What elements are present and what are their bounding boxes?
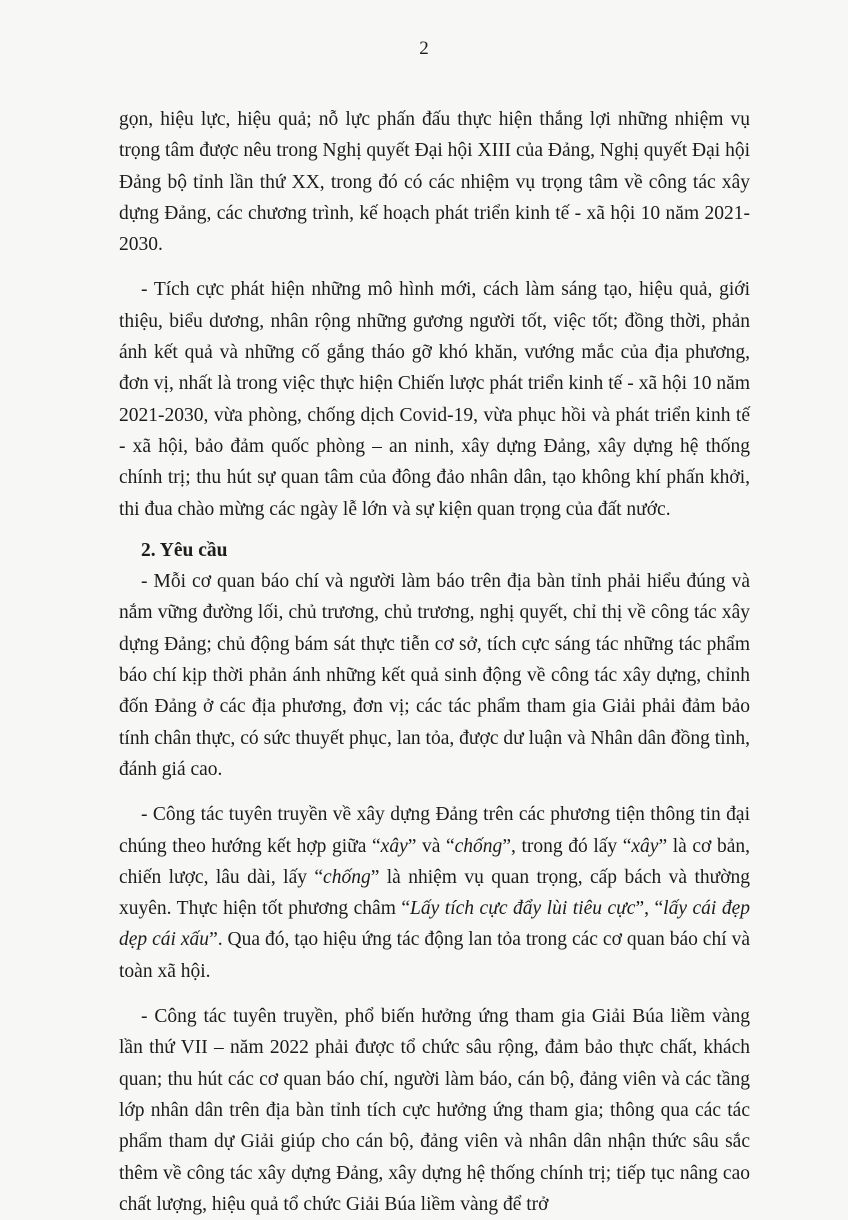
text-segment: ”. Qua đó, tạo hiệu ứng tác động lan tỏa trong các cơ quan báo chí và toàn xã hội.	[119, 929, 750, 982]
italic-term: chống	[454, 835, 503, 857]
italic-term: xây	[631, 835, 659, 857]
page-number: 2	[419, 38, 429, 59]
italic-term: xây	[380, 835, 408, 857]
italic-motto: Lấy tích cực đẩy lùi tiêu cực	[410, 898, 636, 920]
italic-term: chống	[323, 866, 371, 888]
paragraph-press-agencies: - Mỗi cơ quan báo chí và người làm báo trên địa bàn tỉnh phải hiểu đúng và nắm vững đường lối, chủ trương, chủ trương, nghị quyết, chỉ thị về công tác xây dựng Đảng; chủ động bám sát thực tiễn cơ sở, tích cực sáng tác những tác phẩm báo chí kịp thời phản ánh những kết quả sinh động về công tác xây dựng, chỉnh đốn Đảng ở các địa phương, đơn vị; các tác phẩm tham gia Giải phải đảm bảo tính chân thực, có sức thuyết phục, lan tỏa, được dư luận và Nhân dân đồng tình, đánh giá cao.	[119, 571, 750, 780]
text-segment: ”, “	[635, 898, 664, 920]
text-segment: ”, trong đó lấy “	[502, 835, 632, 857]
text-segment: - Công tác tuyên truyền về xây dựng Đảng trên các phương tiện thông tin đại chúng theo hướng kết hợp giữa “	[119, 804, 750, 857]
paragraph-continuation: gọn, hiệu lực, hiệu quả; nỗ lực phấn đấu thực hiện thắng lợi những nhiệm vụ trọng tâm được nêu trong Nghị quyết Đại hội XIII của Đảng, Nghị quyết Đại hội Đảng bộ tỉnh lần thứ XX, trong đó có các nhiệm vụ trọng tâm về công tác xây dựng Đảng, các chương trình, kế hoạch phát triển kinh tế - xã hội 10 năm 2021-2030.	[119, 109, 750, 256]
paragraph-propaganda-approach	[119, 799, 750, 987]
text-segment: ” là cơ bản, chiến lược, lâu dài, lấy “	[119, 835, 751, 888]
paragraph-discover-models: - Tích cực phát hiện những mô hình mới, cách làm sáng tạo, hiệu quả, giới thiệu, biểu dương, nhân rộng những gương người tốt, việc tốt; đồng thời, phản ánh kết quả và những cố gắng tháo gỡ khó khăn, vướng mắc của địa phương, đơn vị, nhất là trong việc thực hiện Chiến lược phát triển kinh tế - xã hội 10 năm 2021-2030, vừa phòng, chống dịch Covid-19, vừa phục hồi và phát triển kinh tế - xã hội, bảo đảm quốc phòng – an ninh, xây dựng Đảng, xây dựng hệ thống chính trị; thu hút sự quan tâm của đông đảo nhân dân, tạo không khí phấn khởi, thi đua chào mừng các ngày lễ lớn và sự kiện quan trọng của đất nước.	[119, 279, 750, 520]
section-heading-requirements: 2. Yêu cầu	[141, 539, 228, 561]
paragraph-award-promotion: - Công tác tuyên truyền, phổ biến hưởng ứng tham gia Giải Búa liềm vàng lần thứ VII – năm 2022 phải được tổ chức sâu rộng, đảm bảo thực chất, khách quan; thu hút các cơ quan báo chí, người làm báo, cán bộ, đảng viên và các tầng lớp nhân dân trên địa bàn tỉnh tích cực hưởng ứng tham gia; thông qua các tác phẩm tham dự Giải giúp cho cán bộ, đảng viên và nhân dân nhận thức sâu sắc thêm về công tác xây dựng Đảng, xây dựng hệ thống chính trị; tiếp tục nâng cao chất lượng, hiệu quả tổ chức Giải Búa liềm vàng để trở	[119, 1006, 750, 1215]
italic-motto: lấy cái đẹp dẹp cái xấu	[119, 898, 750, 951]
text-segment: ” và “	[407, 835, 455, 857]
text-segment: ” là nhiệm vụ quan trọng, cấp bách và thường xuyên. Thực hiện tốt phương châm “	[119, 866, 751, 920]
document-body	[119, 104, 750, 1220]
